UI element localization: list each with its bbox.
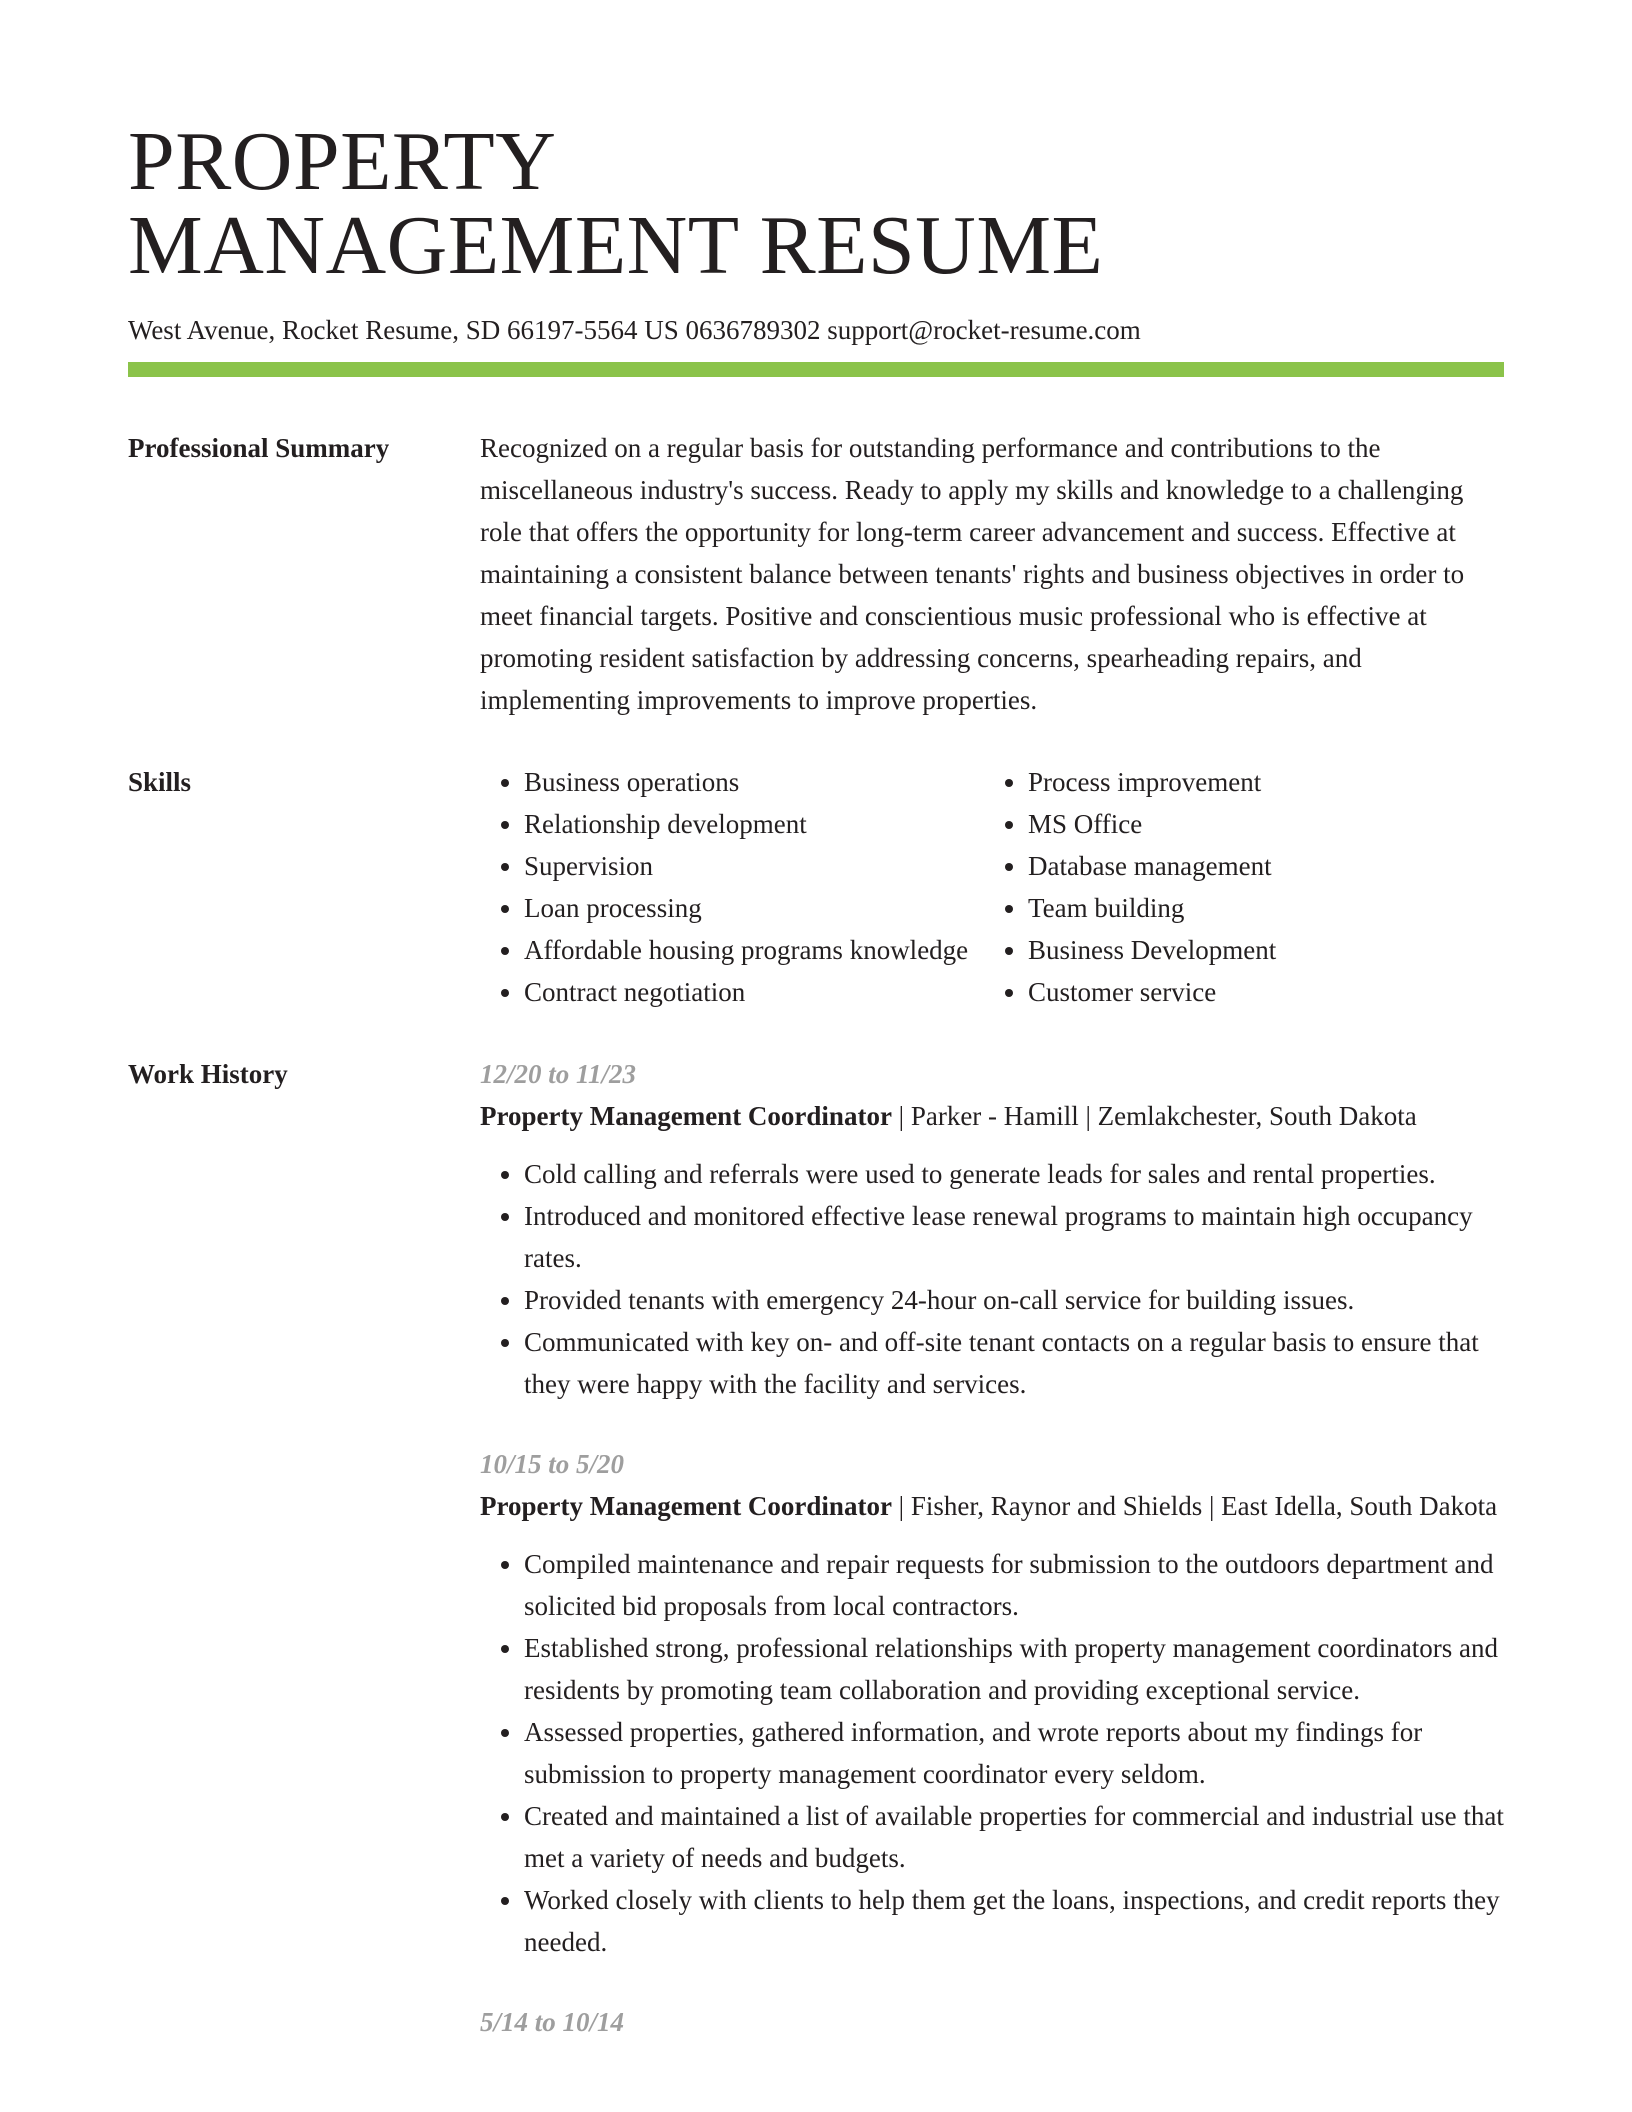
skill-item: • Supervision	[524, 845, 984, 887]
job-duty: • Worked closely with clients to help them get the loans, inspections, and credit reports they needed.	[524, 1879, 1504, 1963]
job-duty: • Created and maintained a list of available properties for commercial and industrial use that met a variety of needs and budgets.	[524, 1795, 1504, 1879]
skill-item: • Business Development	[1028, 929, 1488, 971]
resume-title	[128, 0, 1504, 292]
title-line-1: PROPERTY	[128, 115, 557, 208]
skill-item: • Database management	[1028, 845, 1488, 887]
job-duties	[480, 1543, 1504, 1963]
job-title: Property Management Coordinator	[480, 1491, 892, 1521]
work-history-heading: Work History	[128, 1059, 288, 1089]
job-employer-location: | Parker - Hamill | Zemlakchester, South Dakota	[891, 1101, 1417, 1131]
skills-list-right	[984, 761, 1488, 1013]
job-duty: • Communicated with key on- and off-site tenant contacts on a regular basis to ensure that they were happy with the facility and services.	[524, 1321, 1504, 1405]
work-history-section	[128, 1053, 1504, 2043]
skill-item: • Business operations	[524, 761, 984, 803]
skills-section	[128, 761, 1504, 1013]
job-duty: • Introduced and monitored effective lease renewal programs to maintain high occupancy rates.	[524, 1195, 1504, 1279]
skills-body	[480, 761, 1504, 1013]
skill-item: • Affordable housing programs knowledge	[524, 929, 984, 971]
skill-item: • Customer service	[1028, 971, 1488, 1013]
summary-text: Recognized on a regular basis for outstanding performance and contributions to the miscellaneous industry's success. Ready to apply my skills and knowledge to a challenging role that offers the opportunity for long-term career advancement and success. Effective at maintaining a consistent balance between tenants' rights and business objectives in order to meet financial targets. Positive and conscientious music professional who is effective at promoting resident satisfaction by addressing concerns, spearheading repairs, and implementing improvements to improve properties.	[480, 433, 1465, 715]
job-duty: • Provided tenants with emergency 24-hour on-call service for building issues.	[524, 1279, 1504, 1321]
job-entry	[480, 1443, 1504, 1963]
job-employer-location: | Fisher, Raynor and Shields | East Idella, South Dakota	[891, 1491, 1498, 1521]
job-heading	[480, 1095, 1504, 1137]
job-entry	[480, 2001, 1504, 2043]
job-title: Property Management Coordinator	[480, 1101, 892, 1131]
job-heading	[480, 1485, 1504, 1527]
job-duty: • Compiled maintenance and repair requests for submission to the outdoors department and solicited bid proposals from local contractors.	[524, 1543, 1504, 1627]
job-duties	[480, 1153, 1504, 1405]
skills-list-left	[480, 761, 984, 1013]
work-history-body	[480, 1053, 1504, 2043]
skills-heading: Skills	[128, 767, 192, 797]
summary-heading: Professional Summary	[128, 433, 390, 463]
job-dates: 12/20 to 11/23	[480, 1059, 637, 1089]
title-line-2: MANAGEMENT RESUME	[128, 199, 1104, 292]
skill-item: • Relationship development	[524, 803, 984, 845]
job-duty: • Assessed properties, gathered information, and wrote reports about my findings for submission to property management coordinator every seldom.	[524, 1711, 1504, 1795]
job-dates: 10/15 to 5/20	[480, 1449, 625, 1479]
skill-item: • Process improvement	[1028, 761, 1488, 803]
job-dates: 5/14 to 10/14	[480, 2007, 625, 2037]
job-duty: • Cold calling and referrals were used to generate leads for sales and rental properties.	[524, 1153, 1504, 1195]
skill-item: • Contract negotiation	[524, 971, 984, 1013]
skill-item: • MS Office	[1028, 803, 1488, 845]
job-duty: • Established strong, professional relationships with property management coordinators and residents by promoting team collaboration and providing exceptional service.	[524, 1627, 1504, 1711]
summary-section	[128, 427, 1504, 721]
skill-item: • Team building	[1028, 887, 1488, 929]
job-entry	[480, 1053, 1504, 1405]
summary-body	[480, 427, 1504, 721]
resume-page	[128, 0, 1504, 2043]
skill-item: • Loan processing	[524, 887, 984, 929]
contact-line: West Avenue, Rocket Resume, SD 66197-5564 US 0636789302 support@rocket-resume.com	[128, 315, 1141, 345]
accent-divider	[128, 362, 1504, 377]
